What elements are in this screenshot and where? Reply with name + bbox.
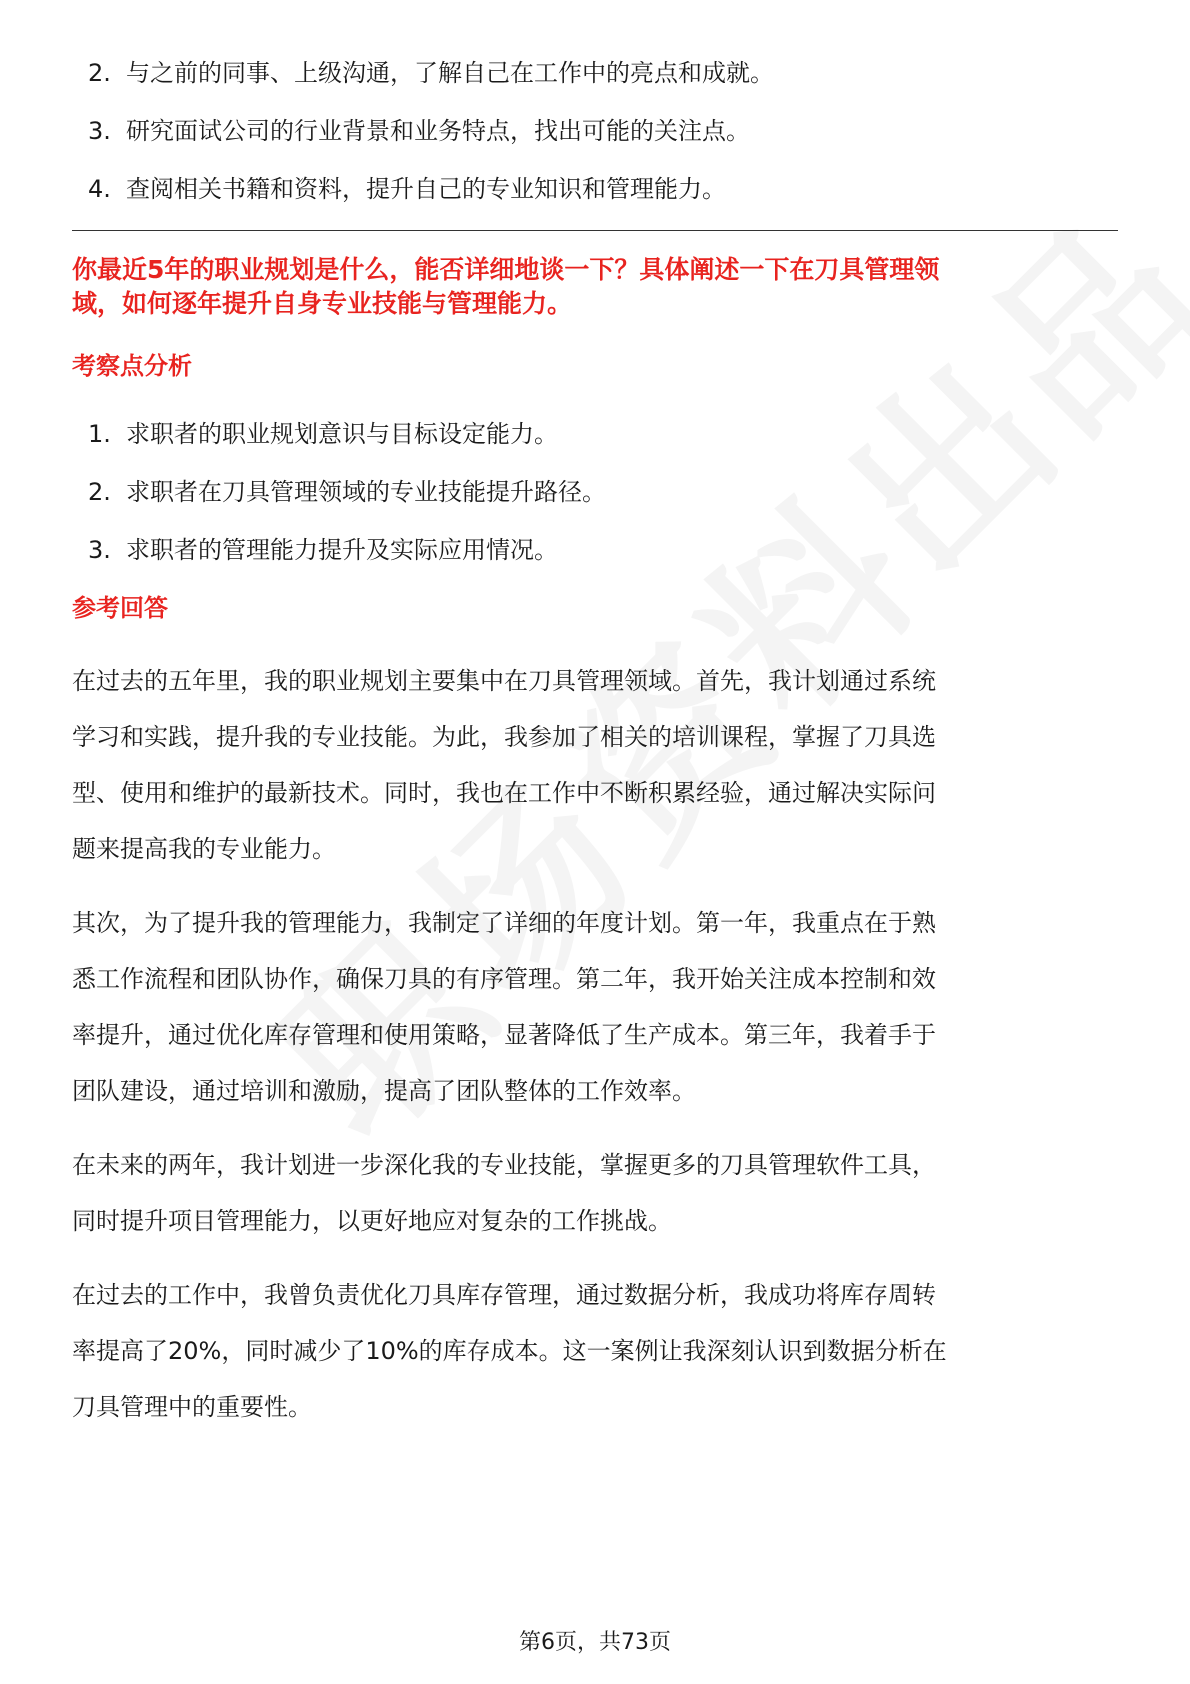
paragraph-line: 刀具管理中的重要性。 [72, 1393, 312, 1421]
list-item-number: 4. [88, 175, 111, 203]
question-line: 你最近5年的职业规划是什么，能否详细地谈一下？具体阐述一下在刀具管理领 [72, 255, 940, 284]
paragraph-line: 率提升，通过优化库存管理和使用策略，显著降低了生产成本。第三年，我着手于 [72, 1021, 936, 1049]
list-item-number: 2. [88, 478, 111, 506]
paragraph-line: 团队建设，通过培训和激励，提高了团队整体的工作效率。 [72, 1077, 696, 1105]
page-number-footer: 第6页，共73页 [519, 1630, 671, 1655]
answer-paragraph [72, 653, 1118, 877]
paragraph-line: 在过去的五年里，我的职业规划主要集中在刀具管理领域。首先，我计划通过系统 [72, 667, 936, 695]
list-item [72, 172, 1118, 206]
list-item-text: 求职者的职业规划意识与目标设定能力。 [126, 420, 558, 448]
paragraph-line: 率提高了20%，同时减少了10%的库存成本。这一案例让我深刻认识到数据分析在 [72, 1337, 947, 1365]
answer-paragraph [72, 1267, 1118, 1435]
list-item-text: 求职者在刀具管理领域的专业技能提升路径。 [126, 478, 606, 506]
list-item-text: 与之前的同事、上级沟通，了解自己在工作中的亮点和成就。 [126, 59, 774, 87]
paragraph-line: 型、使用和维护的最新技术。同时，我也在工作中不断积累经验，通过解决实际问 [72, 779, 936, 807]
paragraph-line: 题来提高我的专业能力。 [72, 835, 336, 863]
analysis-heading: 考察点分析 [72, 352, 192, 380]
list-item [72, 475, 1118, 509]
list-item-text: 求职者的管理能力提升及实际应用情况。 [126, 536, 558, 564]
paragraph-line: 悉工作流程和团队协作，确保刀具的有序管理。第二年，我开始关注成本控制和效 [72, 965, 936, 993]
list-item-number: 3. [88, 117, 111, 145]
list-item [72, 114, 1118, 148]
list-item-number: 2. [88, 59, 111, 87]
answer-heading: 参考回答 [72, 594, 168, 622]
question-line: 域，如何逐年提升自身专业技能与管理能力。 [72, 289, 573, 318]
list-item-text: 查阅相关书籍和资料，提升自己的专业知识和管理能力。 [126, 175, 726, 203]
list-item [72, 417, 1118, 451]
answer-paragraph [72, 1137, 1118, 1249]
paragraph-line: 在过去的工作中，我曾负责优化刀具库存管理，通过数据分析，我成功将库存周转 [72, 1281, 936, 1309]
list-item-number: 3. [88, 536, 111, 564]
answer-body [72, 653, 1118, 1435]
analysis-list [72, 417, 1118, 567]
list-item-number: 1. [88, 420, 111, 448]
top-numbered-list [72, 56, 1118, 206]
page-content [72, 56, 1118, 1453]
section-divider [72, 230, 1118, 231]
list-item-text: 研究面试公司的行业背景和业务特点，找出可能的关注点。 [126, 117, 750, 145]
paragraph-line: 其次，为了提升我的管理能力，我制定了详细的年度计划。第一年，我重点在于熟 [72, 909, 936, 937]
interview-question [72, 253, 1082, 321]
answer-paragraph [72, 895, 1118, 1119]
list-item [72, 56, 1118, 90]
paragraph-line: 同时提升项目管理能力，以更好地应对复杂的工作挑战。 [72, 1207, 672, 1235]
list-item [72, 533, 1118, 567]
paragraph-line: 学习和实践，提升我的专业技能。为此，我参加了相关的培训课程，掌握了刀具选 [72, 723, 936, 751]
paragraph-line: 在未来的两年，我计划进一步深化我的专业技能，掌握更多的刀具管理软件工具， [72, 1151, 936, 1179]
